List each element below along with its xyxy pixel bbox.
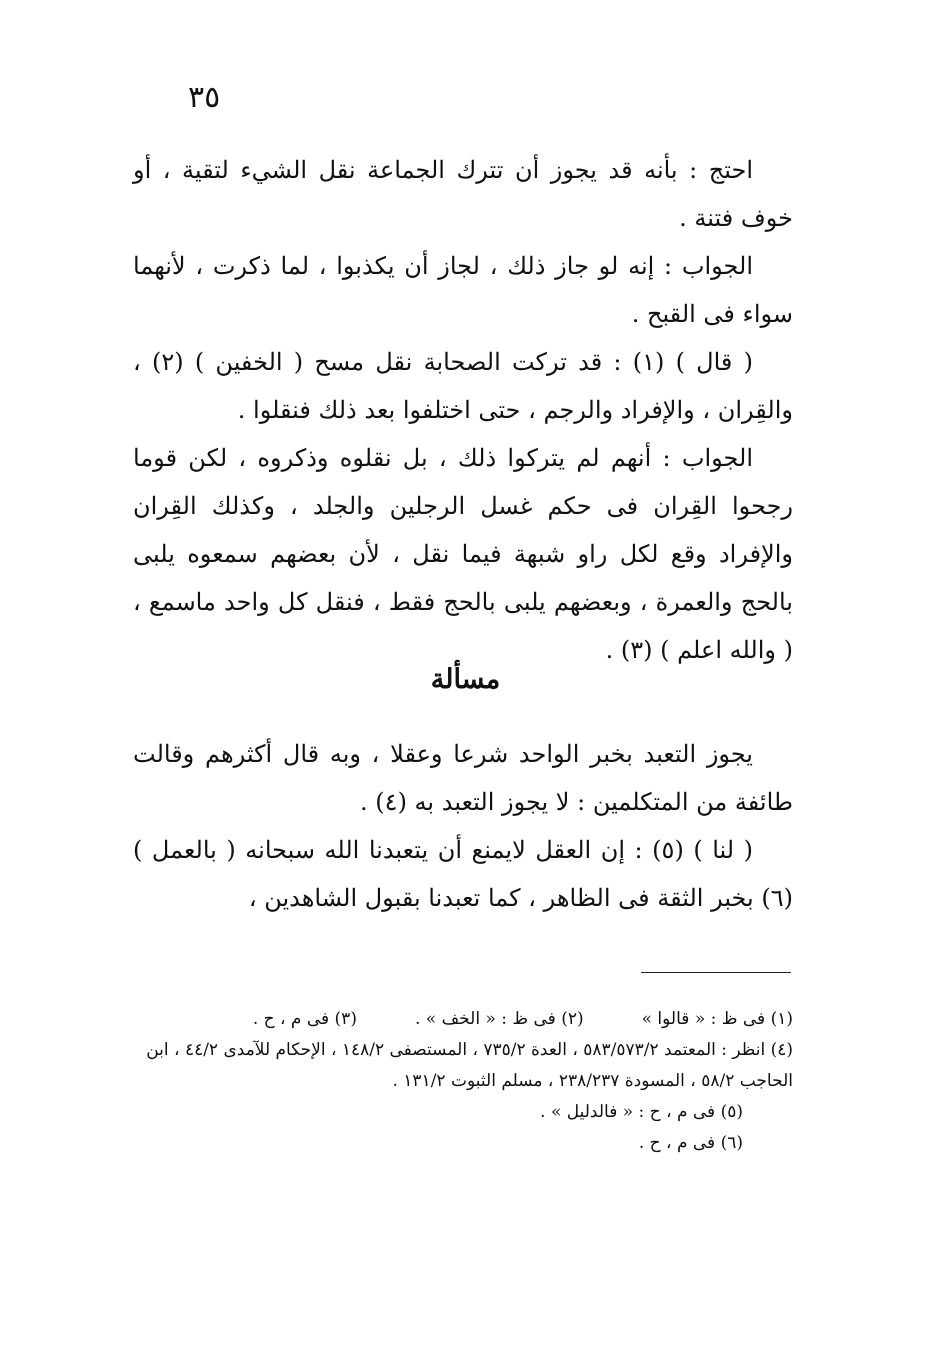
footnote-5: (٥) فى م ، ح : « فالدليل » . (540, 1102, 743, 1122)
footnote-6: (٦) فى م ، ح . (638, 1133, 743, 1153)
main-text-block-1 (133, 146, 793, 674)
footnote-3: (٣) فى م ، ح . (252, 1009, 357, 1029)
paragraph-our-argument: ( لنا ) (٥) : إن العقل لايمنع أن يتعبدنا الله سبحانه ( بالعمل ) (٦) بخبر الثقة فى الظاهر ، كما تعبدنا بقبول الشاهدين ، (133, 836, 793, 912)
paragraph-objection: احتج : بأنه قد يجوز أن تترك الجماعة نقل الشيء لتقية ، أو خوف فتنة . (133, 156, 793, 232)
footnote-2: (٢) فى ظ : « الخف » . (414, 1009, 584, 1029)
footnote-1: (١) فى ظ : « قالوا » (641, 1009, 793, 1029)
footnote-4: (٤) انظر : المعتمد ٥٨٣/٥٧٣/٢ ، العدة ٧٣٥/٢ ، المستصفى ١٤٨/٢ ، الإحكام للآمدى ٤٤/٢ ، ابن الحاجب ٥٨/٢ ، المسودة ٢٣٨/٢٣٧ ، مسلم الثبوت ١٣١/٢ . (146, 1040, 793, 1091)
page-number: ٣٥ (188, 80, 221, 115)
paragraph-issue-statement: يجوز التعبد بخبر الواحد شرعا وعقلا ، وبه قال أكثرهم وقالت طائفة من المتكلمين : لا يجوز التعبد به (٤) . (133, 740, 793, 816)
paragraph-answer-1: الجواب : إنه لو جاز ذلك ، لجاز أن يكذبوا ، لما ذكرت ، لأنهما سواء فى القبح . (133, 252, 793, 328)
paragraph-answer-2: الجواب : أنهم لم يتركوا ذلك ، بل نقلوه وذكروه ، لكن قوما رجحوا القِران فى حكم غسل الرجلين والجلد ، وكذلك القِران والإفراد وقع لكل راو شبهة فيما نقل ، لأن بعضهم سمعوه يلبى بالحج والعمرة ، وبعضهم يلبى بالحج فقط ، فنقل كل واحد ماسمع ، ( والله اعلم ) (٣) . (133, 444, 793, 664)
section-heading: مسألة (430, 664, 501, 695)
footnotes (133, 1004, 793, 1159)
footnote-divider (641, 972, 791, 973)
footnote-row-1-3 (133, 1004, 793, 1035)
paragraph-companions-claim: ( قال ) (١) : قد تركت الصحابة نقل مسح ( الخفين ) (٢) ، والقِران ، والإفراد والرجم ، حتى اختلفوا بعد ذلك فنقلوا . (133, 348, 793, 424)
main-text-block-2 (133, 730, 793, 922)
